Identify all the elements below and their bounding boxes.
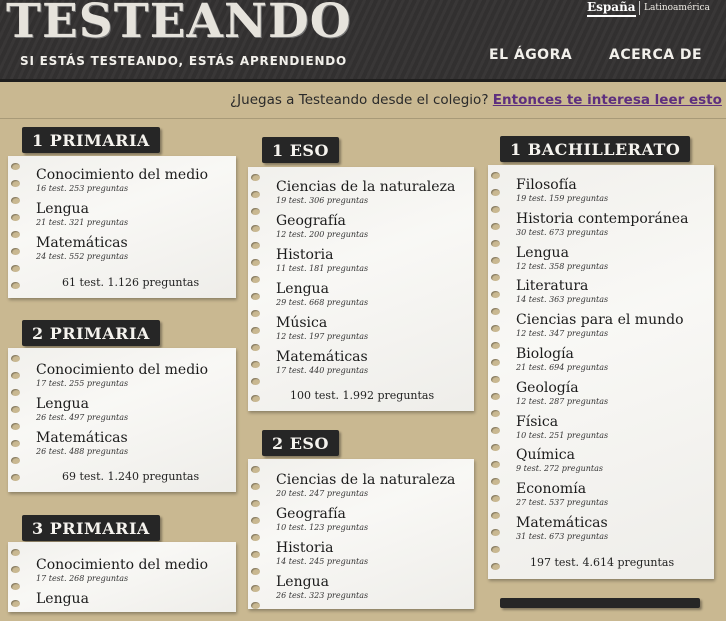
subject-name[interactable]: Lengua (276, 281, 329, 297)
subject-stats: 26 test. 323 preguntas (276, 591, 369, 600)
subject-name[interactable]: Historia (276, 247, 334, 263)
promo-question: ¿Juegas a Testeando desde el colegio? (230, 92, 489, 108)
binder-hole (491, 546, 500, 553)
subject-item[interactable] (8, 396, 236, 426)
site-logo[interactable]: TESTEANDO (6, 0, 352, 49)
subject-item[interactable] (488, 177, 714, 207)
subject-stats: 27 test. 537 preguntas (516, 498, 609, 508)
subject-name[interactable]: Ciencias de la naturaleza (276, 472, 456, 488)
title-next-column (500, 598, 700, 608)
title-1-primaria[interactable]: 1 PRIMARIA (22, 127, 160, 153)
binder-hole (491, 563, 500, 570)
card-total: 61 test. 1.126 preguntas (62, 276, 200, 289)
lang-latinoamerica[interactable]: Latinoamérica (644, 3, 710, 13)
site-header (0, 0, 726, 82)
card-total: 100 test. 1.992 preguntas (290, 389, 435, 402)
subject-item[interactable] (488, 481, 714, 511)
promo-text (230, 92, 722, 108)
subject-name[interactable]: Geografía (276, 506, 346, 522)
subject-stats: 17 test. 255 preguntas (36, 379, 129, 388)
subject-name[interactable]: Geología (516, 379, 579, 396)
subject-item[interactable] (488, 211, 714, 241)
subject-stats: 10 test. 123 preguntas (276, 523, 369, 532)
subject-stats: 19 test. 306 preguntas (276, 196, 369, 205)
nav-acerca-de[interactable]: ACERCA DE (609, 47, 703, 63)
binder-hole (251, 395, 260, 402)
site-tagline: SI ESTÁS TESTEANDO, ESTÁS APRENDIENDO (20, 54, 348, 68)
subject-name[interactable]: Lengua (276, 574, 329, 590)
subject-item[interactable] (8, 430, 236, 460)
subject-name[interactable]: Geografía (276, 213, 346, 229)
subject-item[interactable] (488, 346, 714, 376)
subject-name[interactable]: Física (516, 413, 559, 430)
subject-name[interactable]: Conocimiento del medio (36, 362, 209, 378)
subject-stats: 12 test. 197 preguntas (276, 332, 369, 341)
subject-item[interactable] (248, 247, 474, 277)
subject-name[interactable]: Lengua (36, 591, 89, 607)
subject-item[interactable] (488, 515, 714, 545)
title-3-primaria[interactable]: 3 PRIMARIA (22, 515, 160, 541)
subject-item[interactable] (248, 349, 474, 379)
subject-item[interactable] (488, 380, 714, 410)
binder-hole (11, 474, 20, 481)
title-1-bachillerato[interactable]: 1 BACHILLERATO (500, 136, 690, 162)
subject-name[interactable]: Ciencias para el mundo (516, 312, 684, 329)
subject-name[interactable]: Química (516, 447, 575, 464)
lang-espana[interactable]: España (587, 0, 636, 17)
subject-item[interactable] (248, 213, 474, 243)
subject-name[interactable]: Lengua (36, 396, 89, 412)
subject-stats: 26 test. 488 preguntas (36, 447, 129, 456)
subject-stats: 24 test. 552 preguntas (36, 252, 129, 261)
subject-item[interactable] (248, 281, 474, 311)
subject-name[interactable]: Conocimiento del medio (36, 167, 209, 183)
subject-stats: 14 test. 363 preguntas (516, 295, 609, 305)
subject-item[interactable] (488, 447, 714, 477)
subject-item[interactable] (248, 179, 474, 209)
binder-hole (11, 265, 20, 272)
subject-name[interactable]: Matemáticas (36, 235, 128, 251)
subject-item[interactable] (488, 414, 714, 444)
subject-name[interactable]: Historia (276, 540, 334, 556)
subject-name[interactable]: Biología (516, 346, 574, 362)
card-1-eso (248, 167, 474, 411)
subject-item[interactable] (8, 591, 236, 621)
subject-name[interactable]: Matemáticas (276, 349, 368, 365)
subject-stats: 12 test. 347 preguntas (516, 329, 609, 339)
card-1-primaria (8, 156, 236, 298)
subject-item[interactable] (8, 201, 236, 231)
promo-bar (0, 82, 726, 119)
subject-stats: 12 test. 358 preguntas (516, 261, 609, 271)
binder-hole (11, 282, 20, 289)
subject-stats: 11 test. 181 preguntas (276, 264, 369, 273)
subject-stats: 26 test. 497 preguntas (36, 413, 129, 422)
promo-link[interactable]: Entonces te interesa leer esto (492, 92, 722, 108)
subject-name[interactable]: Economía (516, 481, 587, 498)
card-2-primaria (8, 348, 236, 492)
card-1-bachillerato (488, 165, 714, 579)
subject-item[interactable] (248, 574, 474, 604)
subject-stats: 29 test. 668 preguntas (276, 298, 369, 307)
subject-item[interactable] (8, 167, 236, 197)
card-total: 197 test. 4.614 preguntas (530, 556, 675, 569)
nav-agora[interactable]: EL ÁGORA (489, 47, 573, 63)
subject-stats: 10 test. 251 preguntas (516, 430, 609, 440)
subject-stats: 21 test. 321 preguntas (36, 218, 129, 227)
subject-item[interactable] (8, 557, 236, 587)
subject-stats: 20 test. 247 preguntas (276, 489, 369, 498)
lang-divider (639, 1, 640, 15)
title-2-primaria[interactable]: 2 PRIMARIA (22, 320, 160, 346)
card-total: 69 test. 1.240 preguntas (62, 470, 200, 483)
subject-item[interactable] (248, 506, 474, 536)
subject-item[interactable] (8, 235, 236, 265)
subject-item[interactable] (488, 278, 714, 308)
subject-name[interactable]: Matemáticas (36, 430, 128, 446)
subject-item[interactable] (248, 540, 474, 570)
subject-name[interactable]: Lengua (516, 244, 569, 261)
subject-item[interactable] (248, 315, 474, 345)
subject-stats: 17 test. 440 preguntas (276, 366, 369, 375)
subject-stats: 19 test. 159 preguntas (516, 194, 609, 203)
subject-stats: 31 test. 673 preguntas (516, 532, 609, 541)
subject-name[interactable]: Ciencias de la naturaleza (276, 179, 456, 195)
subject-item[interactable] (488, 312, 714, 342)
subject-stats: 17 test. 268 preguntas (36, 574, 129, 583)
binder-hole (11, 355, 20, 362)
card-3-primaria (8, 542, 236, 612)
subject-stats: 14 test. 245 preguntas (276, 557, 369, 566)
card-2-eso (248, 459, 474, 609)
subject-name[interactable]: Historia contemporánea (516, 210, 689, 227)
subject-name[interactable]: Conocimiento del medio (36, 557, 209, 573)
subject-stats: 16 test. 253 preguntas (36, 184, 129, 193)
subject-stats: 9 test. 272 preguntas (516, 464, 603, 474)
subject-stats: 30 test. 673 preguntas (516, 227, 609, 237)
subject-item[interactable] (8, 362, 236, 392)
binder-hole (11, 549, 20, 556)
subject-item[interactable] (488, 245, 714, 275)
title-2-eso[interactable]: 2 ESO (262, 430, 339, 456)
subject-name[interactable]: Literatura (516, 278, 589, 295)
subject-stats: 12 test. 200 preguntas (276, 230, 369, 239)
subject-name[interactable]: Música (276, 315, 328, 331)
subject-name[interactable]: Matemáticas (516, 515, 608, 531)
subject-stats: 21 test. 694 preguntas (516, 363, 609, 372)
subject-name[interactable]: Filosofía (516, 177, 577, 193)
subject-stats: 12 test. 287 preguntas (516, 396, 609, 406)
title-1-eso[interactable]: 1 ESO (262, 137, 339, 163)
subject-name[interactable]: Lengua (36, 201, 89, 217)
binder-hole (251, 378, 260, 385)
subject-item[interactable] (248, 472, 474, 502)
